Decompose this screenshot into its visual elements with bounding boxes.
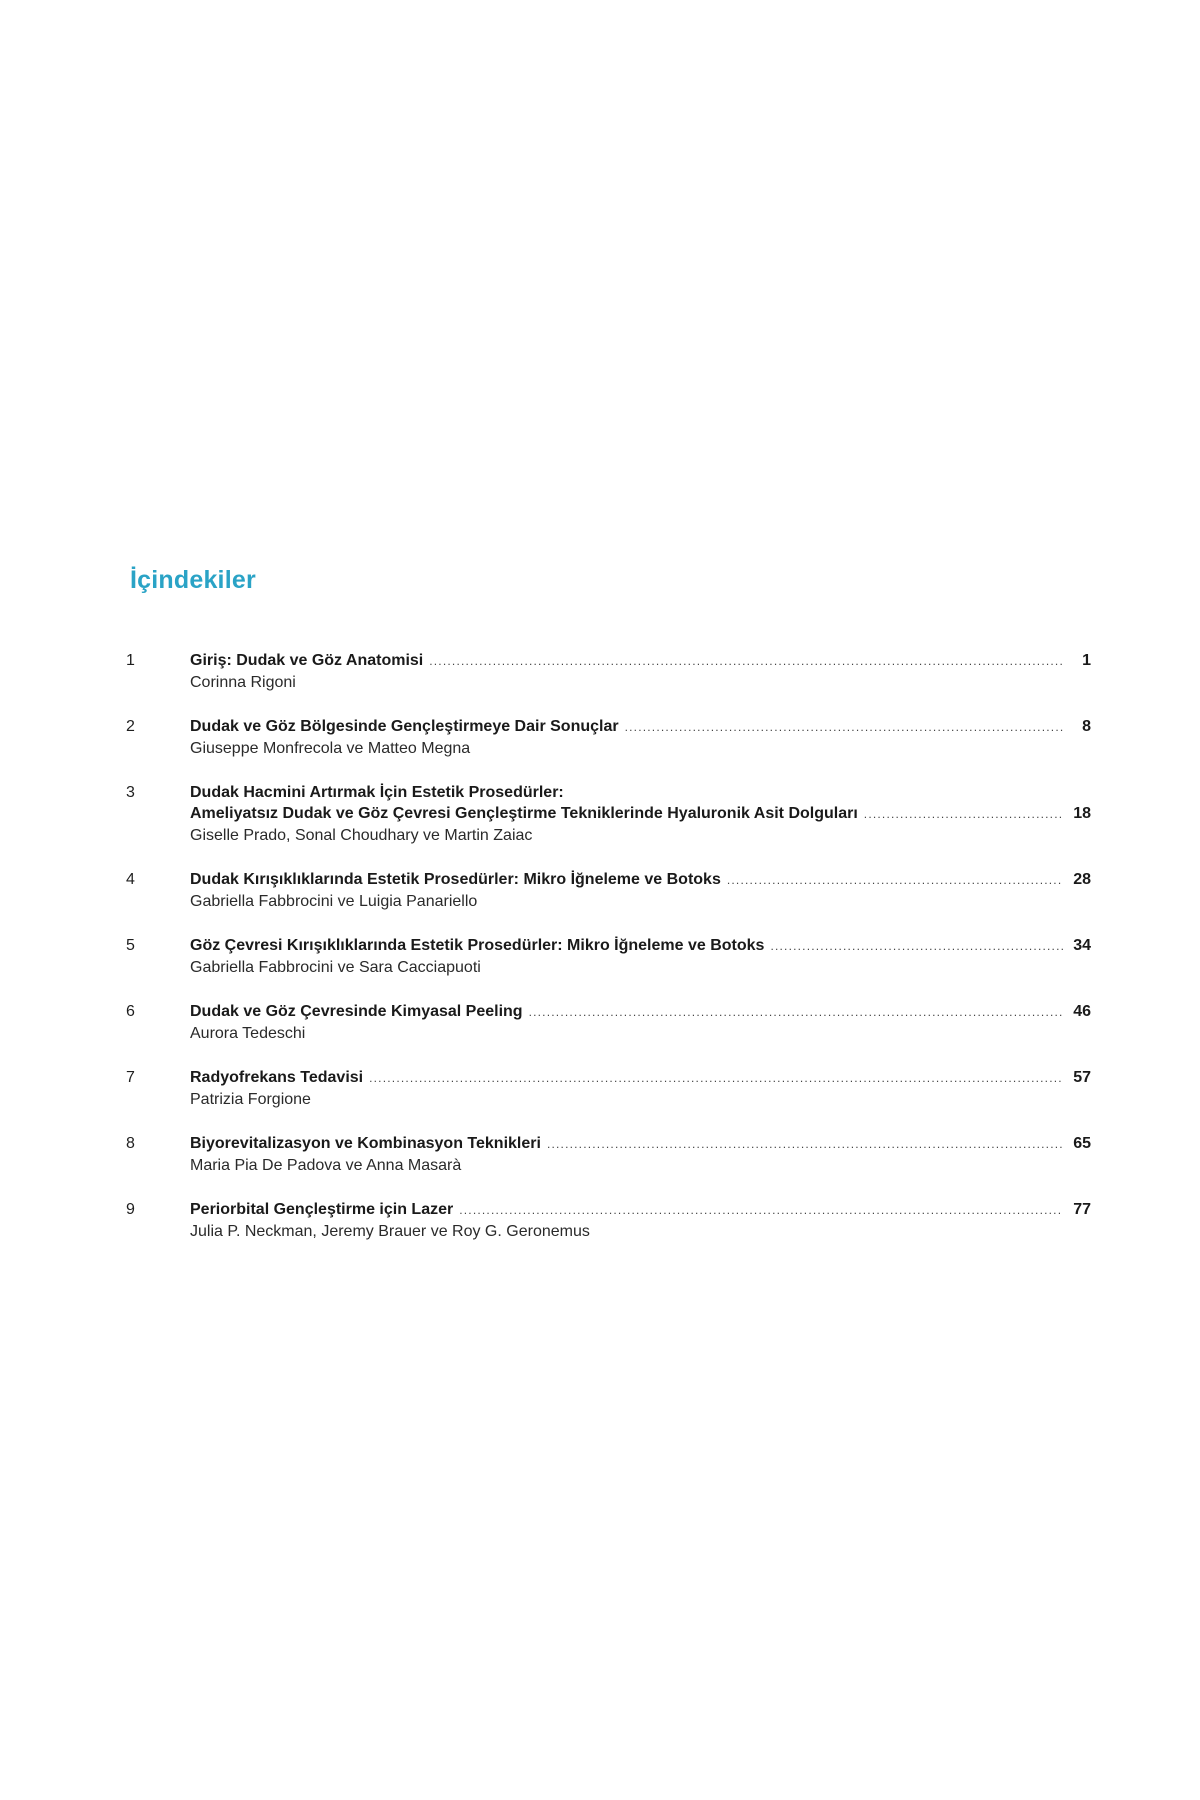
page-number[interactable]: 34 — [1073, 937, 1091, 954]
chapter-number: 4 — [126, 871, 135, 888]
chapter-title[interactable]: Radyofrekans Tedavisi — [190, 1069, 364, 1086]
toc-entry-body — [190, 935, 1091, 978]
toc-entry-body — [190, 782, 1091, 846]
chapter-title[interactable]: Göz Çevresi Kırışıklıklarında Estetik Prosedürler: Mikro İğneleme ve Botoks — [190, 937, 765, 954]
toc-entry-body — [190, 716, 1091, 759]
dot-leader — [625, 717, 1063, 738]
dot-leader — [727, 870, 1063, 891]
chapter-authors: Gabriella Fabbrocini ve Sara Cacciapuoti — [190, 959, 481, 976]
chapter-number: 1 — [126, 652, 135, 669]
dot-leader — [864, 804, 1063, 825]
chapter-number: 7 — [126, 1069, 135, 1086]
chapter-title[interactable]: Dudak ve Göz Bölgesinde Gençleştirmeye Dair Sonuçlar — [190, 718, 619, 735]
toc-title-line — [190, 716, 1091, 738]
page-title: İçindekiler — [130, 566, 256, 594]
toc-title-line — [190, 935, 1091, 957]
toc-entry-1[interactable] — [126, 650, 1091, 693]
page-number[interactable]: 1 — [1082, 652, 1091, 669]
page-number[interactable]: 57 — [1073, 1069, 1091, 1086]
toc-entry-5[interactable] — [126, 935, 1091, 978]
chapter-authors: Giuseppe Monfrecola ve Matteo Megna — [190, 740, 471, 757]
chapter-title[interactable]: Periorbital Gençleştirme için Lazer — [190, 1201, 454, 1218]
page-number[interactable]: 28 — [1073, 871, 1091, 888]
toc-entry-3[interactable] — [126, 782, 1091, 846]
chapter-number: 2 — [126, 718, 135, 735]
dot-leader — [459, 1200, 1063, 1221]
chapter-number: 8 — [126, 1135, 135, 1152]
toc-title-line — [190, 1067, 1091, 1089]
toc-entry-body — [190, 1133, 1091, 1176]
toc-title-line — [190, 1001, 1091, 1023]
toc-entry-7[interactable] — [126, 1067, 1091, 1110]
dot-leader — [429, 651, 1063, 672]
toc-entry-2[interactable] — [126, 716, 1091, 759]
toc-entry-9[interactable] — [126, 1199, 1091, 1242]
table-of-contents — [126, 650, 1091, 1265]
chapter-authors: Julia P. Neckman, Jeremy Brauer ve Roy G. Geronemus — [190, 1223, 590, 1240]
chapter-title[interactable]: Giriş: Dudak ve Göz Anatomisi — [190, 652, 424, 669]
toc-entry-4[interactable] — [126, 869, 1091, 912]
toc-title-line — [190, 650, 1091, 672]
page-number[interactable]: 77 — [1073, 1201, 1091, 1218]
chapter-title-continued[interactable]: Ameliyatsız Dudak ve Göz Çevresi Gençleştirme Tekniklerinde Hyaluronik Asit Dolguları — [190, 805, 858, 822]
toc-title-line — [190, 782, 1091, 803]
chapter-authors: Gabriella Fabbrocini ve Luigia Panariello — [190, 893, 478, 910]
toc-entry-body — [190, 1199, 1091, 1242]
toc-entry-6[interactable] — [126, 1001, 1091, 1044]
chapter-authors: Maria Pia De Padova ve Anna Masarà — [190, 1157, 462, 1174]
page-number[interactable]: 18 — [1073, 805, 1091, 822]
dot-leader — [770, 936, 1063, 957]
dot-leader — [529, 1002, 1063, 1023]
chapter-authors: Corinna Rigoni — [190, 674, 296, 691]
dot-leader — [547, 1134, 1063, 1155]
chapter-authors: Giselle Prado, Sonal Choudhary ve Martin Zaiac — [190, 827, 533, 844]
dot-leader — [369, 1068, 1063, 1089]
toc-entry-8[interactable] — [126, 1133, 1091, 1176]
toc-entry-body — [190, 869, 1091, 912]
chapter-title[interactable]: Dudak Kırışıklıklarında Estetik Prosedürler: Mikro İğneleme ve Botoks — [190, 871, 721, 888]
toc-entry-body — [190, 650, 1091, 693]
toc-title-line — [190, 1199, 1091, 1221]
chapter-authors: Patrizia Forgione — [190, 1091, 311, 1108]
chapter-authors: Aurora Tedeschi — [190, 1025, 306, 1042]
toc-title-line — [190, 869, 1091, 891]
chapter-number: 9 — [126, 1201, 135, 1218]
chapter-title[interactable]: Dudak Hacmini Artırmak İçin Estetik Prosedürler: — [190, 784, 564, 801]
chapter-title[interactable]: Biyorevitalizasyon ve Kombinasyon Teknikleri — [190, 1135, 541, 1152]
toc-title-line — [190, 803, 1091, 825]
page-number[interactable]: 65 — [1073, 1135, 1091, 1152]
chapter-number: 3 — [126, 784, 135, 801]
toc-entry-body — [190, 1001, 1091, 1044]
toc-title-line — [190, 1133, 1091, 1155]
chapter-number: 5 — [126, 937, 135, 954]
page-number[interactable]: 46 — [1073, 1003, 1091, 1020]
chapter-number: 6 — [126, 1003, 135, 1020]
toc-entry-body — [190, 1067, 1091, 1110]
page-number[interactable]: 8 — [1082, 718, 1091, 735]
chapter-title[interactable]: Dudak ve Göz Çevresinde Kimyasal Peeling — [190, 1003, 523, 1020]
